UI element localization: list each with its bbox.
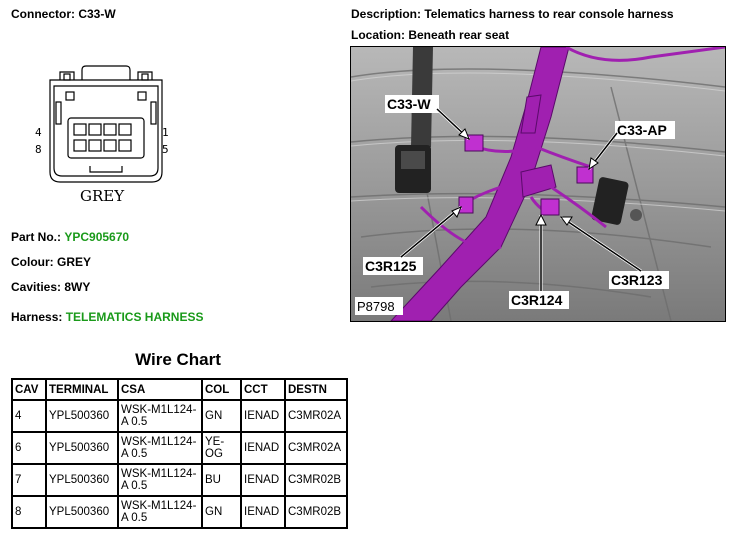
header-cct: CCT xyxy=(241,379,285,400)
cavities-line xyxy=(11,280,90,294)
pin-label-5: 5 xyxy=(162,143,169,156)
photo-reference: P8798 xyxy=(357,299,395,314)
photo-label-c3r124: C3R124 xyxy=(511,292,563,308)
connector-label: Connector: xyxy=(11,7,75,21)
harness-label: Harness: xyxy=(11,310,63,324)
pin-label-1: 1 xyxy=(162,126,169,139)
cell-cct: IENAD xyxy=(241,400,285,432)
cavities-label: Cavities: xyxy=(11,280,62,294)
cell-csa: WSK-M1L124-A 0.5 xyxy=(118,432,202,464)
location-photo xyxy=(350,46,726,322)
part-number-label: Part No.: xyxy=(11,230,62,244)
header-csa: CSA xyxy=(118,379,202,400)
harness-line xyxy=(11,310,204,324)
cell-destn: C3MR02B xyxy=(285,464,347,496)
photo-label-c33ap: C33-AP xyxy=(617,122,667,138)
table-row xyxy=(12,464,347,496)
table-row xyxy=(12,496,347,528)
cell-cct: IENAD xyxy=(241,432,285,464)
photo-label-c3r125: C3R125 xyxy=(365,258,417,274)
header-terminal: TERMINAL xyxy=(46,379,118,400)
wire-chart-title: Wire Chart xyxy=(135,350,221,369)
photo-label-c3r123: C3R123 xyxy=(611,272,663,288)
cell-terminal: YPL500360 xyxy=(46,464,118,496)
pin-label-8: 8 xyxy=(35,143,42,156)
photo-label-c33w: C33-W xyxy=(387,96,431,112)
location-value: Beneath rear seat xyxy=(408,28,510,42)
cell-col: BU xyxy=(202,464,241,496)
cell-csa: WSK-M1L124-A 0.5 xyxy=(118,464,202,496)
harness-link[interactable]: TELEMATICS HARNESS xyxy=(65,310,204,324)
cell-destn: C3MR02A xyxy=(285,400,347,432)
cell-col: GN xyxy=(202,496,241,528)
cavities-value: 8WY xyxy=(64,280,91,294)
description-value: Telematics harness to rear console harness xyxy=(424,7,674,21)
location-line xyxy=(351,28,509,42)
wire-chart-table xyxy=(11,378,348,529)
table-row xyxy=(12,400,347,432)
connector-line xyxy=(11,7,116,21)
cell-cav: 8 xyxy=(12,496,46,528)
colour-value: GREY xyxy=(57,255,92,269)
colour-label: Colour: xyxy=(11,255,54,269)
description-label: Description: xyxy=(351,7,422,21)
part-number-link[interactable]: YPC905670 xyxy=(64,230,130,244)
connector-face-diagram xyxy=(30,62,190,212)
colour-line xyxy=(11,255,91,269)
cell-cav: 4 xyxy=(12,400,46,432)
connector-color-label: GREY xyxy=(80,187,125,205)
cell-terminal: YPL500360 xyxy=(46,496,118,528)
cell-terminal: YPL500360 xyxy=(46,400,118,432)
table-header-row xyxy=(12,379,347,400)
cell-cav: 6 xyxy=(12,432,46,464)
header-col: COL xyxy=(202,379,241,400)
location-label: Location: xyxy=(351,28,405,42)
table-row xyxy=(12,432,347,464)
header-destn: DESTN xyxy=(285,379,347,400)
cell-cct: IENAD xyxy=(241,496,285,528)
cell-destn: C3MR02B xyxy=(285,496,347,528)
description-line xyxy=(351,7,674,21)
part-number-line xyxy=(11,230,129,244)
header-cav: CAV xyxy=(12,379,46,400)
cell-cct: IENAD xyxy=(241,464,285,496)
cell-csa: WSK-M1L124-A 0.5 xyxy=(118,400,202,432)
cell-col: YE-OG xyxy=(202,432,241,464)
pin-label-4: 4 xyxy=(35,126,42,139)
location-photo-illustration xyxy=(351,47,725,321)
connector-value: C33-W xyxy=(78,7,116,21)
cell-csa: WSK-M1L124-A 0.5 xyxy=(118,496,202,528)
cell-destn: C3MR02A xyxy=(285,432,347,464)
cell-cav: 7 xyxy=(12,464,46,496)
cell-col: GN xyxy=(202,400,241,432)
cell-terminal: YPL500360 xyxy=(46,432,118,464)
